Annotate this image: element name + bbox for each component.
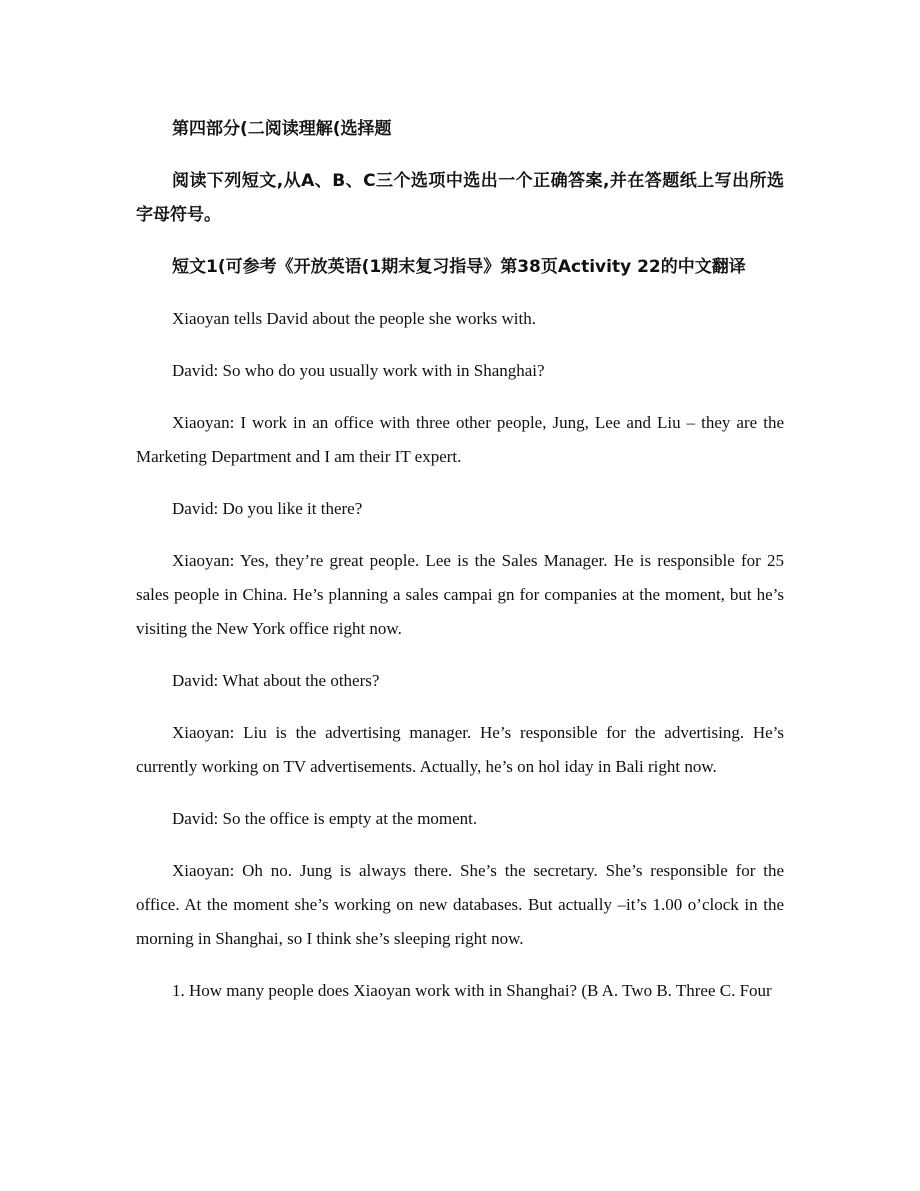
- dialogue-line: David: Do you like it there?: [172, 499, 363, 518]
- dialogue-line: Xiaoyan: Liu is the advertising manager. He’s responsible for the advertising. He’s currently working on TV advertisements. Actually, he’s on hol iday in Bali right now.: [136, 723, 784, 776]
- dialogue-line: David: So who do you usually work with in Shanghai?: [172, 361, 545, 380]
- dialogue-line: Xiaoyan: I work in an office with three other people, Jung, Lee and Liu – they are the Marketing Department and I am their IT expert.: [136, 413, 784, 466]
- dialogue-line: Xiaoyan: Oh no. Jung is always there. She’s the secretary. She’s responsible for the office. At the moment she’s working on new databases. But actually –it’s 1.00 o’clock in the morning in Shanghai, so I think she’s sleeping right now.: [136, 861, 784, 948]
- passage-intro: Xiaoyan tells David about the people she works with.: [172, 309, 537, 328]
- section-heading: 第四部分(二阅读理解(选择题: [172, 119, 392, 139]
- dialogue-line: Xiaoyan: Yes, they’re great people. Lee is the Sales Manager. He is responsible for 25 sales people in China. He’s planning a sales campai gn for companies at the moment, but he’s visiting the New York office right now.: [136, 551, 784, 638]
- dialogue-line: David: So the office is empty at the moment.: [172, 809, 478, 828]
- passage-title: 短文1(可参考《开放英语(1期末复习指导》第38页Activity 22的中文翻译: [172, 257, 746, 277]
- instructions: 阅读下列短文,从A、B、C三个选项中选出一个正确答案,并在答题纸上写出所选字母符号。: [136, 171, 784, 225]
- document-body: [136, 112, 784, 1008]
- question-1: 1. How many people does Xiaoyan work with in Shanghai? (B A. Two B. Three C. Four: [172, 981, 772, 1000]
- dialogue-line: David: What about the others?: [172, 671, 380, 690]
